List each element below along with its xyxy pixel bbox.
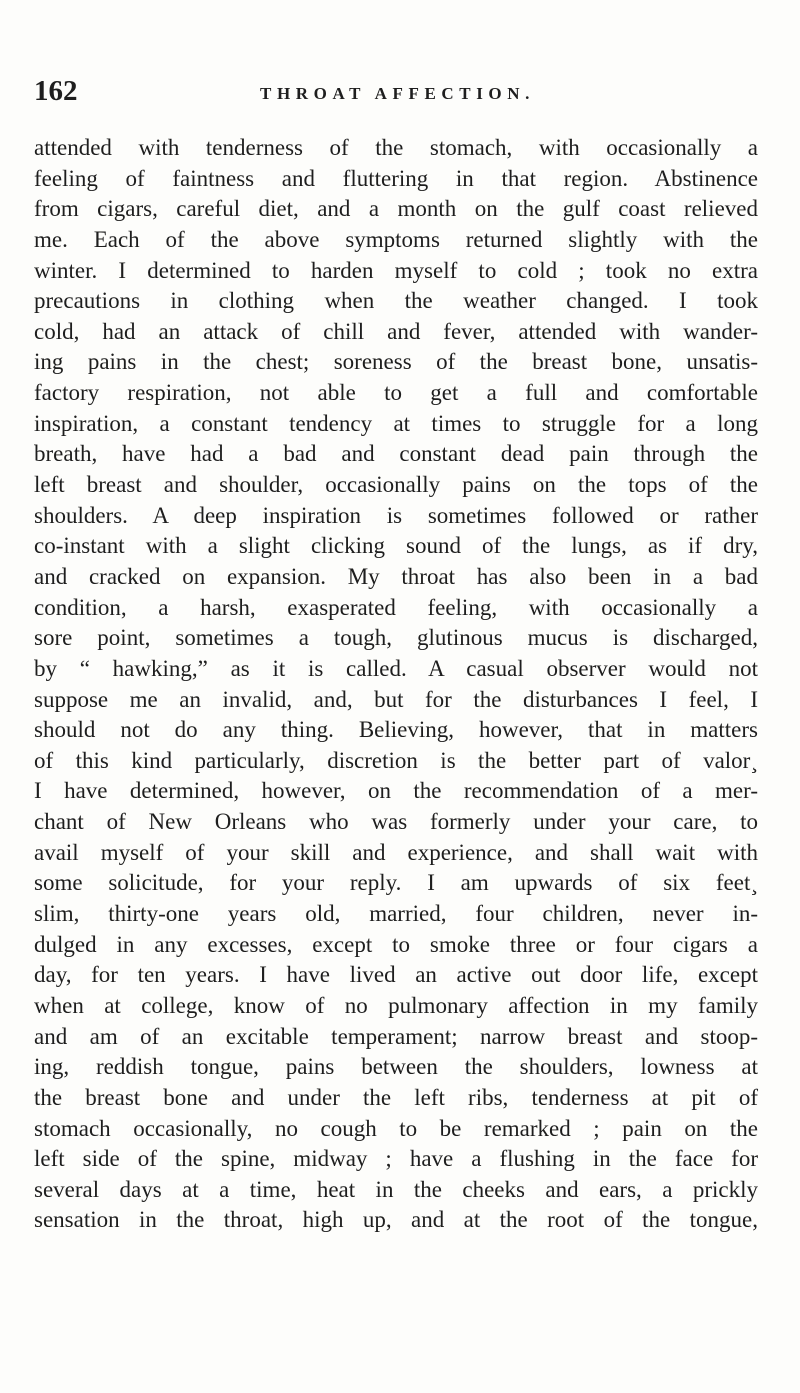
text-line: ing pains in the chest; soreness of the breast bone, unsatis-: [34, 349, 758, 375]
text-line: ing, reddish tongue, pains between the shoulders, lowness at: [34, 1054, 758, 1080]
text-line: precautions in clothing when the weather changed. I took: [34, 288, 758, 314]
running-head: THROAT AFFECTION.: [260, 84, 535, 103]
text-line: from cigars, careful diet, and a month on the gulf coast relieved: [34, 196, 758, 222]
text-line: avail myself of your skill and experience, and shall wait with: [34, 839, 758, 865]
text-line: the breast bone and under the left ribs, tenderness at pit of: [34, 1084, 758, 1110]
text-line: attended with tenderness of the stomach, with occasionally a: [34, 135, 758, 160]
text-line: co-instant with a slight clicking sound of the lungs, as if dry,: [34, 533, 758, 559]
text-line: condition, a harsh, exasperated feeling, with occasionally a: [34, 594, 758, 620]
text-line: shoulders. A deep inspiration is sometimes followed or rather: [34, 502, 758, 528]
text-line: when at college, know of no pulmonary affection in my family: [34, 992, 758, 1018]
text-line: I have determined, however, on the recommendation of a mer-: [34, 778, 758, 804]
text-line: suppose me an invalid, and, but for the disturbances I feel, I: [34, 686, 758, 712]
text-line: day, for ten years. I have lived an active out door life, except: [34, 962, 758, 988]
text-line: dulged in any excesses, except to smoke three or four cigars a: [34, 931, 758, 957]
text-line: breath, have had a bad and constant dead pain through the: [34, 441, 758, 467]
body-text: [34, 133, 758, 1236]
text-line: factory respiration, not able to get a full and comfortable: [34, 380, 758, 406]
text-line: of this kind particularly, discretion is the better part of valor¸: [34, 747, 758, 773]
text-line: sore point, sometimes a tough, glutinous mucus is discharged,: [34, 625, 758, 651]
text-line: left breast and shoulder, occasionally pains on the tops of the: [34, 472, 758, 498]
text-line: and am of an excitable temperament; narrow breast and stoop-: [34, 1023, 758, 1049]
text-line: sensation in the throat, high up, and at the root of the tongue,: [34, 1207, 758, 1233]
text-line: left side of the spine, midway ; have a flushing in the face for: [34, 1146, 758, 1172]
text-line: several days at a time, heat in the cheeks and ears, a prickly: [34, 1176, 758, 1202]
text-line: by “ hawking,” as it is called. A casual observer would not: [34, 655, 758, 681]
text-line: me. Each of the above symptoms returned slightly with the: [34, 226, 758, 252]
page-header: [34, 76, 754, 116]
text-line: feeling of faintness and fluttering in that region. Abstinence: [34, 165, 758, 191]
text-line: should not do any thing. Believing, however, that in matters: [34, 717, 758, 743]
text-line: slim, thirty-one years old, married, four children, never in-: [34, 901, 758, 927]
text-line: and cracked on expansion. My throat has also been in a bad: [34, 563, 758, 589]
text-line: chant of New Orleans who was formerly under your care, to: [34, 809, 758, 835]
text-line: inspiration, a constant tendency at times to struggle for a long: [34, 410, 758, 436]
page-number: 162: [34, 75, 78, 107]
text-line: some solicitude, for your reply. I am upwards of six feet¸: [34, 870, 758, 896]
text-line: cold, had an attack of chill and fever, attended with wander-: [34, 318, 758, 344]
text-line: winter. I determined to harden myself to cold ; took no extra: [34, 257, 758, 283]
text-line: stomach occasionally, no cough to be remarked ; pain on the: [34, 1115, 758, 1141]
